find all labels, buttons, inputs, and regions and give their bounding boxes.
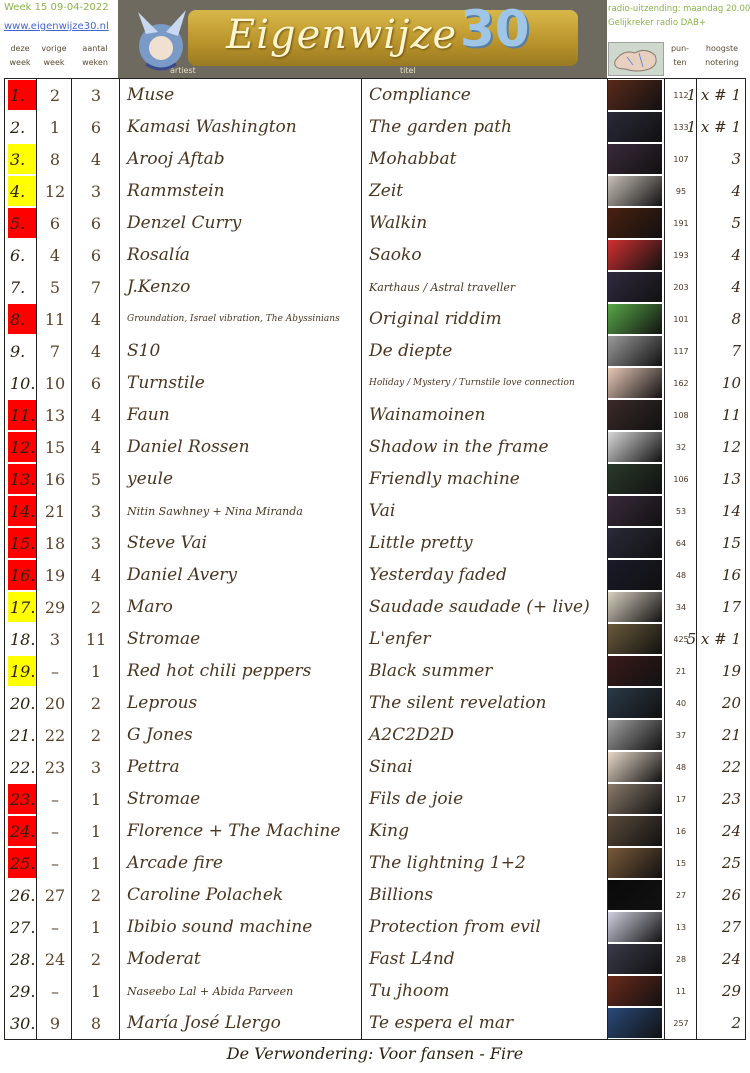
previous-week: 3 bbox=[49, 629, 61, 649]
previous-week: 16 bbox=[44, 469, 66, 489]
position-number: 12. bbox=[8, 432, 36, 462]
weeks-in-chart: 5 bbox=[90, 469, 102, 489]
previous-week: 2 bbox=[49, 85, 61, 105]
table-row bbox=[5, 911, 745, 943]
points: 11 bbox=[675, 986, 687, 996]
position-number: 21. bbox=[10, 725, 36, 745]
points: 117 bbox=[673, 346, 689, 356]
best-position: 25 bbox=[721, 854, 741, 872]
previous-week: 29 bbox=[44, 597, 66, 617]
weeks-in-chart: 2 bbox=[90, 693, 102, 713]
position-number: 5. bbox=[8, 208, 36, 238]
previous-week: 27 bbox=[44, 885, 66, 905]
banner-number: 30 bbox=[460, 0, 530, 58]
artist-name: Groundation, Israel vibration, The Abyssinians bbox=[127, 314, 340, 324]
previous-week: – bbox=[51, 853, 59, 873]
album-cover bbox=[608, 495, 662, 527]
weeks-in-chart: 6 bbox=[90, 213, 102, 233]
weeks-in-chart: 11 bbox=[85, 629, 107, 649]
album-cover bbox=[608, 431, 662, 463]
weeks-in-chart: 3 bbox=[90, 533, 102, 553]
position-number: 4. bbox=[8, 176, 36, 206]
banner bbox=[118, 0, 607, 78]
position-number: 29. bbox=[10, 981, 36, 1001]
album-cover bbox=[608, 591, 662, 623]
track-title: The silent revelation bbox=[369, 693, 547, 713]
weeks-in-chart: 4 bbox=[90, 565, 102, 585]
best-position: 29 bbox=[721, 982, 741, 1000]
points: 15 bbox=[675, 858, 687, 868]
album-cover bbox=[608, 943, 662, 975]
previous-week: 19 bbox=[44, 565, 66, 585]
position-number: 18. bbox=[10, 629, 36, 649]
artist-name: Faun bbox=[127, 405, 170, 425]
best-position: 16 bbox=[721, 566, 741, 584]
col-header-weeks: aantal weken bbox=[82, 44, 108, 67]
track-title: Friendly machine bbox=[369, 469, 520, 489]
position-number: 23. bbox=[8, 784, 36, 814]
table-row bbox=[5, 751, 745, 783]
points: 257 bbox=[673, 1018, 689, 1028]
artist-name: G Jones bbox=[127, 725, 193, 745]
best-position: 24 bbox=[721, 950, 741, 968]
weeks-in-chart: 1 bbox=[90, 821, 102, 841]
artist-name: Rosalía bbox=[127, 245, 190, 265]
weeks-in-chart: 2 bbox=[90, 885, 102, 905]
weeks-in-chart: 3 bbox=[90, 757, 102, 777]
best-position: 15 bbox=[721, 534, 741, 552]
weeks-in-chart: 3 bbox=[90, 85, 102, 105]
points: 425 bbox=[673, 634, 689, 644]
points: 95 bbox=[675, 186, 687, 196]
track-title: Billions bbox=[369, 885, 434, 905]
weeks-in-chart: 3 bbox=[90, 501, 102, 521]
track-title: Black summer bbox=[369, 661, 493, 681]
table-row bbox=[5, 847, 745, 879]
weeks-in-chart: 1 bbox=[90, 789, 102, 809]
best-position: 22 bbox=[721, 758, 741, 776]
week-date: Week 15 09-04-2022 bbox=[4, 2, 109, 13]
best-position: 3 bbox=[731, 150, 741, 168]
previous-week: 20 bbox=[44, 693, 66, 713]
weeks-in-chart: 4 bbox=[90, 149, 102, 169]
table-row bbox=[5, 239, 745, 271]
position-number: 7. bbox=[10, 277, 26, 297]
chart-table bbox=[4, 78, 746, 1040]
dragon-logo-icon bbox=[128, 4, 194, 74]
track-title: Mohabbat bbox=[369, 149, 457, 169]
album-cover bbox=[608, 687, 662, 719]
col-header-prev-week: vorige week bbox=[41, 44, 67, 67]
artist-name: Florence + The Machine bbox=[127, 821, 341, 841]
track-title: L'enfer bbox=[369, 629, 431, 649]
artist-name: Denzel Curry bbox=[127, 213, 242, 233]
weeks-in-chart: 8 bbox=[90, 1013, 102, 1033]
weeks-in-chart: 4 bbox=[90, 341, 102, 361]
best-position: 1 x # 1 bbox=[686, 118, 741, 136]
album-cover bbox=[608, 367, 662, 399]
artist-name: Naseebo Lal + Abida Parveen bbox=[127, 984, 294, 998]
previous-week: 15 bbox=[44, 437, 66, 457]
artist-name: Moderat bbox=[127, 949, 201, 969]
album-cover bbox=[608, 239, 662, 271]
table-row bbox=[5, 175, 745, 207]
header bbox=[0, 0, 750, 78]
weeks-in-chart: 1 bbox=[90, 981, 102, 1001]
track-title: Little pretty bbox=[369, 533, 473, 553]
position-number: 30. bbox=[10, 1013, 36, 1033]
best-position: 4 bbox=[731, 278, 741, 296]
best-position: 13 bbox=[721, 470, 741, 488]
artist-name: Ibibio sound machine bbox=[127, 917, 313, 937]
weeks-in-chart: 7 bbox=[90, 277, 102, 297]
best-position: 10 bbox=[721, 374, 741, 392]
track-title: Saudade saudade (+ live) bbox=[369, 597, 590, 617]
table-row bbox=[5, 495, 745, 527]
previous-week: 10 bbox=[44, 373, 66, 393]
col-header-points: pun- ten bbox=[670, 44, 690, 67]
position-number: 25. bbox=[8, 848, 36, 878]
position-number: 14. bbox=[8, 496, 36, 526]
table-row bbox=[5, 559, 745, 591]
table-row bbox=[5, 591, 745, 623]
track-title: Saoko bbox=[369, 245, 422, 265]
position-number: 22. bbox=[10, 757, 36, 777]
track-title: King bbox=[369, 821, 409, 841]
table-row bbox=[5, 271, 745, 303]
table-row bbox=[5, 79, 745, 111]
best-position: 8 bbox=[731, 310, 741, 328]
table-row bbox=[5, 815, 745, 847]
artist-name: Leprous bbox=[127, 693, 198, 713]
album-cover bbox=[608, 783, 662, 815]
track-title: Original riddim bbox=[369, 309, 502, 329]
artist-name: Rammstein bbox=[127, 181, 225, 201]
points: 27 bbox=[675, 890, 687, 900]
artist-name: Maro bbox=[127, 597, 173, 617]
album-cover bbox=[608, 271, 662, 303]
best-position: 17 bbox=[721, 598, 741, 616]
points: 34 bbox=[675, 602, 687, 612]
points: 203 bbox=[673, 282, 689, 292]
col-header-this-week: deze week bbox=[9, 44, 31, 67]
track-title: Sinai bbox=[369, 757, 413, 777]
track-title: Walkin bbox=[369, 213, 428, 233]
album-cover bbox=[608, 143, 662, 175]
header-left bbox=[4, 2, 118, 32]
table-row bbox=[5, 399, 745, 431]
artist-name: Stromae bbox=[127, 789, 201, 809]
album-cover bbox=[608, 175, 662, 207]
table-row bbox=[5, 623, 745, 655]
previous-week: 24 bbox=[44, 949, 66, 969]
best-position: 4 bbox=[731, 182, 741, 200]
table-row bbox=[5, 143, 745, 175]
track-title: Vai bbox=[369, 501, 396, 521]
best-position: 20 bbox=[721, 694, 741, 712]
position-number: 27. bbox=[10, 917, 36, 937]
artist-name: Pettra bbox=[127, 757, 180, 777]
best-position: 12 bbox=[721, 438, 741, 456]
header-right bbox=[608, 2, 750, 30]
artist-name: S10 bbox=[127, 341, 161, 361]
weeks-in-chart: 4 bbox=[90, 309, 102, 329]
best-position: 7 bbox=[731, 342, 741, 360]
weeks-in-chart: 2 bbox=[90, 949, 102, 969]
weeks-in-chart: 6 bbox=[90, 117, 102, 137]
album-cover bbox=[608, 463, 662, 495]
previous-week: – bbox=[51, 981, 59, 1001]
previous-week: 4 bbox=[49, 245, 61, 265]
album-cover bbox=[608, 527, 662, 559]
weeks-in-chart: 2 bbox=[90, 597, 102, 617]
album-cover bbox=[608, 847, 662, 879]
position-number: 26. bbox=[10, 885, 36, 905]
points: 21 bbox=[675, 666, 687, 676]
track-title: Fils de joie bbox=[369, 789, 464, 809]
previous-week: 22 bbox=[44, 725, 66, 745]
weeks-in-chart: 3 bbox=[90, 181, 102, 201]
track-title: Zeit bbox=[369, 181, 404, 201]
previous-week: – bbox=[51, 917, 59, 937]
artist-name: Nitin Sawhney + Nina Miranda bbox=[127, 504, 303, 518]
artist-name: Muse bbox=[127, 85, 175, 105]
artist-name: Kamasi Washington bbox=[127, 117, 297, 137]
position-number: 3. bbox=[8, 144, 36, 174]
table-row bbox=[5, 655, 745, 687]
album-cover bbox=[608, 79, 662, 111]
track-title: Tu jhoom bbox=[369, 981, 450, 1001]
table-row bbox=[5, 431, 745, 463]
track-title: The garden path bbox=[369, 117, 512, 137]
points: 13 bbox=[675, 922, 687, 932]
position-number: 8. bbox=[8, 304, 36, 334]
position-number: 10. bbox=[10, 373, 36, 393]
previous-week: 12 bbox=[44, 181, 66, 201]
best-position: 5 bbox=[731, 214, 741, 232]
previous-week: 9 bbox=[49, 1013, 61, 1033]
previous-week: 13 bbox=[44, 405, 66, 425]
artist-name: María José Llergo bbox=[127, 1013, 281, 1033]
artist-name: Caroline Polachek bbox=[127, 885, 284, 905]
position-number: 2. bbox=[10, 117, 26, 137]
position-number: 20. bbox=[10, 693, 36, 713]
artist-name: Turnstile bbox=[127, 373, 205, 393]
points: 64 bbox=[675, 538, 687, 548]
artist-name: Stromae bbox=[127, 629, 201, 649]
table-row bbox=[5, 303, 745, 335]
track-title: Shadow in the frame bbox=[369, 437, 549, 457]
weeks-in-chart: 6 bbox=[90, 245, 102, 265]
artist-name: Arcade fire bbox=[127, 853, 223, 873]
radio-broadcast-info: radio-uitzending: maandag 20.00 bbox=[608, 4, 750, 14]
website-link[interactable]: www.eigenwijze30.nl bbox=[4, 21, 109, 32]
track-title: Compliance bbox=[369, 85, 471, 105]
album-cover bbox=[608, 975, 662, 1007]
position-number: 9. bbox=[10, 341, 26, 361]
weeks-in-chart: 1 bbox=[90, 853, 102, 873]
track-title: The lightning 1+2 bbox=[369, 853, 526, 873]
best-position: 1 x # 1 bbox=[686, 86, 741, 104]
best-position: 21 bbox=[721, 726, 741, 744]
album-cover bbox=[608, 879, 662, 911]
table-row bbox=[5, 719, 745, 751]
album-cover bbox=[608, 815, 662, 847]
best-position: 14 bbox=[721, 502, 741, 520]
position-number: 11. bbox=[8, 400, 36, 430]
best-position: 11 bbox=[721, 406, 741, 424]
table-row bbox=[5, 1007, 745, 1039]
col-header-best: hoogste notering bbox=[705, 44, 739, 67]
previous-week: 7 bbox=[49, 341, 61, 361]
artist-name: Arooj Aftab bbox=[127, 149, 225, 169]
album-cover bbox=[608, 559, 662, 591]
radio-station-info: Gelijkreker radio DAB+ bbox=[608, 18, 706, 28]
best-position: 27 bbox=[721, 918, 741, 936]
album-cover bbox=[608, 623, 662, 655]
best-position: 4 bbox=[731, 246, 741, 264]
best-position: 5 x # 1 bbox=[686, 630, 741, 648]
track-title: Te espera el mar bbox=[369, 1013, 514, 1033]
artist-name: Daniel Avery bbox=[127, 565, 238, 585]
position-number: 13. bbox=[8, 464, 36, 494]
points: 48 bbox=[675, 570, 687, 580]
artist-label: artiest bbox=[170, 66, 196, 75]
title-label: titel bbox=[400, 66, 416, 75]
points: 108 bbox=[673, 410, 689, 420]
album-cover bbox=[608, 1007, 662, 1039]
album-cover bbox=[608, 719, 662, 751]
previous-week: 18 bbox=[44, 533, 66, 553]
artist-name: J.Kenzo bbox=[127, 277, 191, 297]
track-title: Holiday / Mystery / Turnstile love connection bbox=[369, 378, 575, 388]
banner-title: Eigenwijze bbox=[226, 12, 458, 58]
table-row bbox=[5, 367, 745, 399]
album-cover bbox=[608, 911, 662, 943]
weeks-in-chart: 4 bbox=[90, 437, 102, 457]
track-title: Wainamoinen bbox=[369, 405, 486, 425]
table-row bbox=[5, 687, 745, 719]
previous-week: 6 bbox=[49, 213, 61, 233]
artist-name: Red hot chili peppers bbox=[127, 661, 312, 681]
album-cover bbox=[608, 751, 662, 783]
previous-week: – bbox=[51, 661, 59, 681]
points: 17 bbox=[675, 794, 687, 804]
points: 53 bbox=[675, 506, 687, 516]
previous-week: 23 bbox=[44, 757, 66, 777]
table-row bbox=[5, 527, 745, 559]
previous-week: 1 bbox=[49, 117, 61, 137]
points: 106 bbox=[673, 474, 689, 484]
album-cover bbox=[608, 655, 662, 687]
track-title: Karthaus / Astral traveller bbox=[369, 280, 516, 294]
points: 193 bbox=[673, 250, 689, 260]
points: 16 bbox=[675, 826, 687, 836]
points: 101 bbox=[673, 314, 689, 324]
best-position: 23 bbox=[721, 790, 741, 808]
table-row bbox=[5, 943, 745, 975]
previous-week: – bbox=[51, 821, 59, 841]
album-cover bbox=[608, 399, 662, 431]
points: 32 bbox=[675, 442, 687, 452]
album-cover bbox=[608, 303, 662, 335]
artist-name: Daniel Rossen bbox=[127, 437, 250, 457]
track-title: De diepte bbox=[369, 341, 453, 361]
track-title: A2C2D2D bbox=[369, 725, 454, 745]
points: 112 bbox=[673, 90, 689, 100]
position-number: 15. bbox=[8, 528, 36, 558]
track-title: Protection from evil bbox=[369, 917, 541, 937]
album-cover bbox=[608, 111, 662, 143]
weeks-in-chart: 6 bbox=[90, 373, 102, 393]
position-number: 24. bbox=[8, 816, 36, 846]
map-icon bbox=[608, 42, 664, 76]
artist-name: Steve Vai bbox=[127, 533, 207, 553]
points: 37 bbox=[675, 730, 687, 740]
position-number: 17. bbox=[8, 592, 36, 622]
position-number: 6. bbox=[10, 245, 26, 265]
footer-text: De Verwondering: Voor fansen - Fire bbox=[226, 1044, 524, 1063]
previous-week: 8 bbox=[49, 149, 61, 169]
points: 162 bbox=[673, 378, 689, 388]
table-row bbox=[5, 783, 745, 815]
points: 28 bbox=[675, 954, 687, 964]
table-row bbox=[5, 463, 745, 495]
previous-week: – bbox=[51, 789, 59, 809]
track-title: Fast L4nd bbox=[369, 949, 455, 969]
weeks-in-chart: 1 bbox=[90, 661, 102, 681]
previous-week: 11 bbox=[44, 309, 66, 329]
artist-name: yeule bbox=[127, 469, 174, 489]
best-position: 24 bbox=[721, 822, 741, 840]
track-title: Yesterday faded bbox=[369, 565, 507, 585]
weeks-in-chart: 1 bbox=[90, 917, 102, 937]
position-number: 1. bbox=[8, 80, 36, 110]
album-cover bbox=[608, 335, 662, 367]
weeks-in-chart: 4 bbox=[90, 405, 102, 425]
position-number: 19. bbox=[8, 656, 36, 686]
table-row bbox=[5, 335, 745, 367]
points: 107 bbox=[673, 154, 689, 164]
points: 40 bbox=[675, 698, 687, 708]
points: 48 bbox=[675, 762, 687, 772]
album-cover bbox=[608, 207, 662, 239]
previous-week: 5 bbox=[49, 277, 61, 297]
best-position: 19 bbox=[721, 662, 741, 680]
position-number: 28. bbox=[10, 949, 36, 969]
table-row bbox=[5, 207, 745, 239]
table-row bbox=[5, 975, 745, 1007]
points: 133 bbox=[673, 122, 689, 132]
points: 191 bbox=[673, 218, 689, 228]
best-position: 2 bbox=[731, 1014, 741, 1032]
table-row bbox=[5, 879, 745, 911]
best-position: 26 bbox=[721, 886, 741, 904]
position-number: 16. bbox=[8, 560, 36, 590]
previous-week: 21 bbox=[44, 501, 66, 521]
weeks-in-chart: 2 bbox=[90, 725, 102, 745]
table-row bbox=[5, 111, 745, 143]
